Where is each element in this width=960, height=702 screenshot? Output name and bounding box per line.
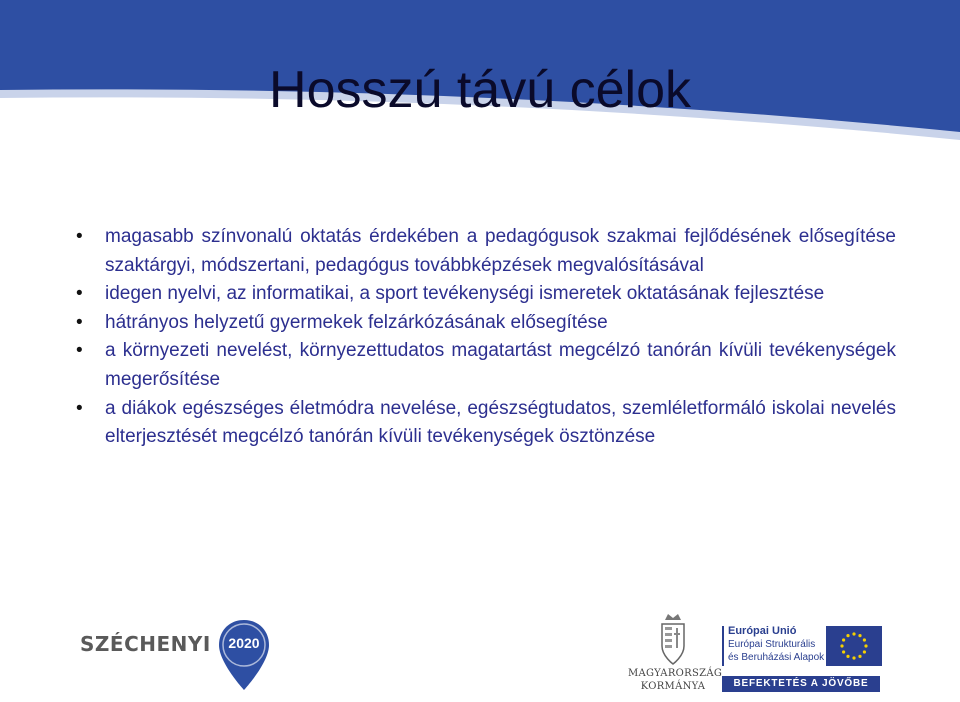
bullet-list xyxy=(76,223,896,452)
bullet-text: magasabb színvonalú oktatás érdekében a pedagógusok szakmai fejlődésének elősegítése szaktárgyi, módszertani, pedagógus továbbképzések megvalósításával xyxy=(105,226,896,276)
eu-divider xyxy=(722,626,724,666)
bullet-icon: • xyxy=(76,397,83,419)
bullet-text: a diákok egészséges életmódra nevelése, egészségtudatos, szemléletformáló iskolai nevelés elterjesztését megcélzó tanórán kívüli tevékenységek ösztönzése xyxy=(105,397,896,448)
eu-union-label: Európai Unió xyxy=(728,625,797,637)
bullet-item xyxy=(76,309,896,338)
slide-title: Hosszú távú célok xyxy=(269,61,691,119)
bullet-text: a környezeti nevelést, környezettudatos magatartást megcélzó tanórán kívüli tevékenységek megerősítése xyxy=(105,340,896,390)
government-name-line1: MAGYARORSZÁG xyxy=(628,668,723,679)
eu-slogan-banner: BEFEKTETÉS A JÖVŐBE xyxy=(722,676,880,692)
bullet-icon: • xyxy=(76,283,83,305)
coat-of-arms-icon xyxy=(659,614,687,666)
eu-funds-line1: Európai Strukturális xyxy=(728,639,816,650)
eu-flag-icon xyxy=(826,626,882,666)
bullet-text: hátrányos helyzetű gyermekek felzárkózásának elősegítése xyxy=(105,311,608,333)
bullet-icon: • xyxy=(76,311,83,333)
bullet-icon: • xyxy=(76,226,83,247)
bullet-icon: • xyxy=(76,340,83,362)
bullet-item xyxy=(76,223,896,280)
hungarian-government-logo xyxy=(628,614,723,696)
bullet-text: idegen nyelvi, az informatikai, a sport tevékenységi ismeretek oktatásának fejlesztése xyxy=(105,283,825,305)
bullet-item xyxy=(76,395,896,452)
szechenyi-year: 2020 xyxy=(228,635,260,651)
eu-text-block xyxy=(728,624,828,664)
bullet-item xyxy=(76,337,896,394)
eu-funds-line2: és Beruházási Alapok xyxy=(728,652,825,663)
szechenyi-2020-logo xyxy=(80,618,280,692)
bullet-item xyxy=(76,280,896,309)
szechenyi-wordmark: SZÉCHENYI xyxy=(80,632,211,656)
government-name-line2: KORMÁNYA xyxy=(640,681,706,692)
map-pin-icon xyxy=(216,618,272,692)
eu-funds-logo xyxy=(722,623,882,695)
